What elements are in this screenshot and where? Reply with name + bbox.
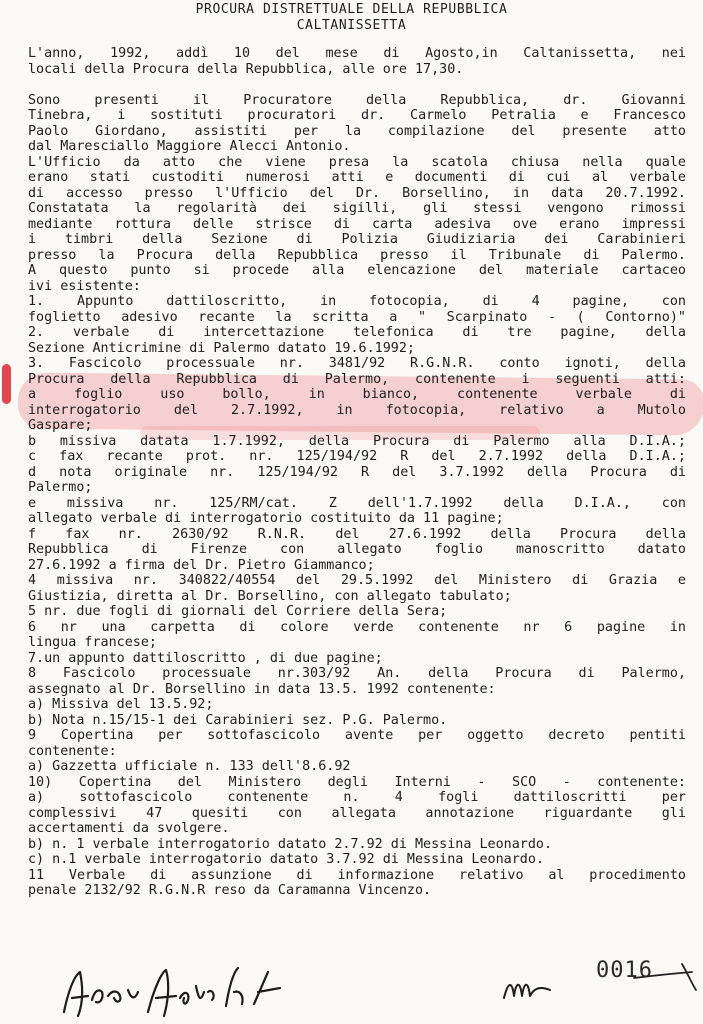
document-text-line: erano stati custoditi numerosi atti e documenti di cui al verbale xyxy=(28,170,686,185)
document-text-line: Paolo Giordano, assistiti per la compilazione del presente atto xyxy=(28,123,686,139)
document-text-line: ivi esistente: xyxy=(28,278,141,294)
document-text-line: 4 missiva nr. 340822/40554 del 29.5.1992 del Ministero di Grazia e xyxy=(28,573,686,588)
document-text-line: di accesso presso l'Ufficio del Dr. Borsellino, in data 20.7.1992. xyxy=(28,185,686,201)
document-text-line: 2. verbale di intercettazione telefonica di tre pagine, della xyxy=(28,325,686,340)
document-text-line: Constatata la regolarità dei sigilli, gli stessi vengono rimossi xyxy=(28,201,686,216)
signature-left xyxy=(58,962,298,1020)
document-text-line: 1. Appunto dattiloscritto, in fotocopia, di 4 pagine, con xyxy=(28,294,686,309)
document-text-line: e missiva nr. 125/RM/cat. Z dell'1.7.1992 della D.I.A., con xyxy=(28,495,686,511)
document-text-line: 6 nr una carpetta di colore verde contenente nr 6 pagine in xyxy=(28,619,686,635)
document-header xyxy=(0,2,703,34)
document-text-line: i timbri della Sezione di Polizia Giudiziaria dei Carabinieri xyxy=(28,232,686,247)
page-number-stamp: 0016 xyxy=(596,958,653,983)
document-text-line: 27.6.1992 a firma del Dr. Pietro Giammanco; xyxy=(28,557,375,573)
document-text-line: a foglio uso bollo, in bianco, contenente verbale di xyxy=(28,387,686,402)
document-text-line: b) n. 1 verbale interrogatorio datato 2.7.92 di Messina Leonardo. xyxy=(28,836,553,852)
document-text-line: dal Maresciallo Maggiore Alecci Antonio. xyxy=(28,139,351,154)
document-text-line: contenente: xyxy=(28,743,117,759)
document-text-line: 11 Verbale di assunzione di informazione relativo al procedimento xyxy=(28,867,686,883)
document-text-line: interrogatorio del 2.7.1992, in fotocopia, relativo a Mutolo xyxy=(28,402,686,418)
document-text-line: Sono presenti il Procuratore della Repubblica, dr. Giovanni xyxy=(28,92,686,108)
document-text-line: assegnato al Dr. Borsellino in data 13.5. 1992 contenente: xyxy=(28,681,496,697)
document-text-line: L'anno, 1992, addì 10 del mese di Agosto,in Caltanissetta, nei xyxy=(28,46,686,61)
document-text-line: 10) Copertina del Ministero degli Interni - SCO - contenente: xyxy=(28,774,686,790)
document-body xyxy=(28,46,686,899)
document-text-line: b) Nota n.15/15-1 dei Carabinieri sez. P.G. Palermo. xyxy=(28,712,448,728)
document-text-line: Sezione Anticrimine di Palermo datato 19.6.1992; xyxy=(28,340,415,356)
document-text-line: 8 Fascicolo processuale nr.303/92 An. della Procura di Palermo, xyxy=(28,666,686,681)
document-text-line: Procura della Repubblica di Palermo, contenente i seguenti atti: xyxy=(28,371,686,387)
document-text-line: a) Missiva del 13.5.92; xyxy=(28,697,214,712)
document-text-line: b missiva datata 1.7.1992, della Procura di Palermo alla D.I.A.; xyxy=(28,433,686,449)
document-text-line: Giustizia, diretta al Dr. Borsellino, con allegato tabulato; xyxy=(28,588,512,604)
header-city: CALTANISSETTA xyxy=(296,18,407,33)
document-text-line: Gaspare; xyxy=(28,418,93,433)
document-text-line: L'Ufficio da atto che viene presa la scatola chiusa nella quale xyxy=(28,154,686,170)
document-text-line: f fax nr. 2630/92 R.N.R. del 27.6.1992 della Procura della xyxy=(28,526,686,542)
header-office-name: PROCURA DISTRETTUALE DELLA REPUBBLICA xyxy=(195,2,508,17)
document-text-line: penale 2132/92 R.G.N.R reso da Caramanna Vincenzo. xyxy=(28,883,432,898)
document-text-line: Repubblica di Firenze con allegato foglio manoscritto datato xyxy=(28,542,686,557)
document-text-line: foglietto adesivo recante la scritta a " Scarpinato - ( Contorno)" xyxy=(28,309,686,325)
document-text-line: A questo punto si procede alla elencazione del materiale cartaceo xyxy=(28,263,686,278)
document-text-line: accertamenti da svolgere. xyxy=(28,821,230,836)
document-text-line: locali della Procura della Repubblica, alle ore 17,30. xyxy=(28,61,464,77)
document-text-line: d nota originale nr. 125/194/92 R del 3.7.1992 della Procura di xyxy=(28,464,686,480)
document-text-line: 9 Copertina per sottofascicolo avente per oggetto decreto pentiti xyxy=(28,728,686,743)
document-text-line: 3. Fascicolo processuale nr. 3481/92 R.G.N.R. conto ignoti, della xyxy=(28,356,686,371)
document-text-line: 7.un appunto dattiloscritto , di due pagine; xyxy=(28,650,383,666)
paragraph-gap xyxy=(28,77,686,93)
page-stamp-scribble xyxy=(632,960,702,994)
document-text-line: a) Gazzetta ufficiale n. 133 dell'8.6.92 xyxy=(28,759,351,774)
document-text-line: complessivi 47 quesiti con allegata annotazione riguardante gli xyxy=(28,805,686,821)
document-text-line: c fax recante prot. nr. 125/194/92 R del 2.7.1992 della D.I.A.; xyxy=(28,449,686,464)
document-text-line: mediante rottura delle strisce di carta adesiva ove erano impressi xyxy=(28,216,686,232)
margin-marker-stroke xyxy=(2,364,11,404)
signature-right xyxy=(500,968,560,1008)
document-text-line: allegato verbale di interrogatorio costituito da 11 pagine; xyxy=(28,511,504,526)
document-text-line: c) n.1 verbale interrogatorio datato 3.7.92 di Messina Leonardo. xyxy=(28,852,544,867)
document-text-line: presso la Procura della Repubblica presso il Tribunale di Palermo. xyxy=(28,247,686,263)
document-text-line: 5 nr. due fogli di giornali del Corriere della Sera; xyxy=(28,604,448,619)
document-text-line: a) sottofascicolo contenente n. 4 fogli dattiloscritti per xyxy=(28,790,686,805)
document-text-line: Palermo; xyxy=(28,480,93,495)
document-text-line: Tinebra, i sostituti procuratori dr. Carmelo Petralia e Francesco xyxy=(28,108,686,123)
document-text-line: lingua francese; xyxy=(28,635,157,650)
